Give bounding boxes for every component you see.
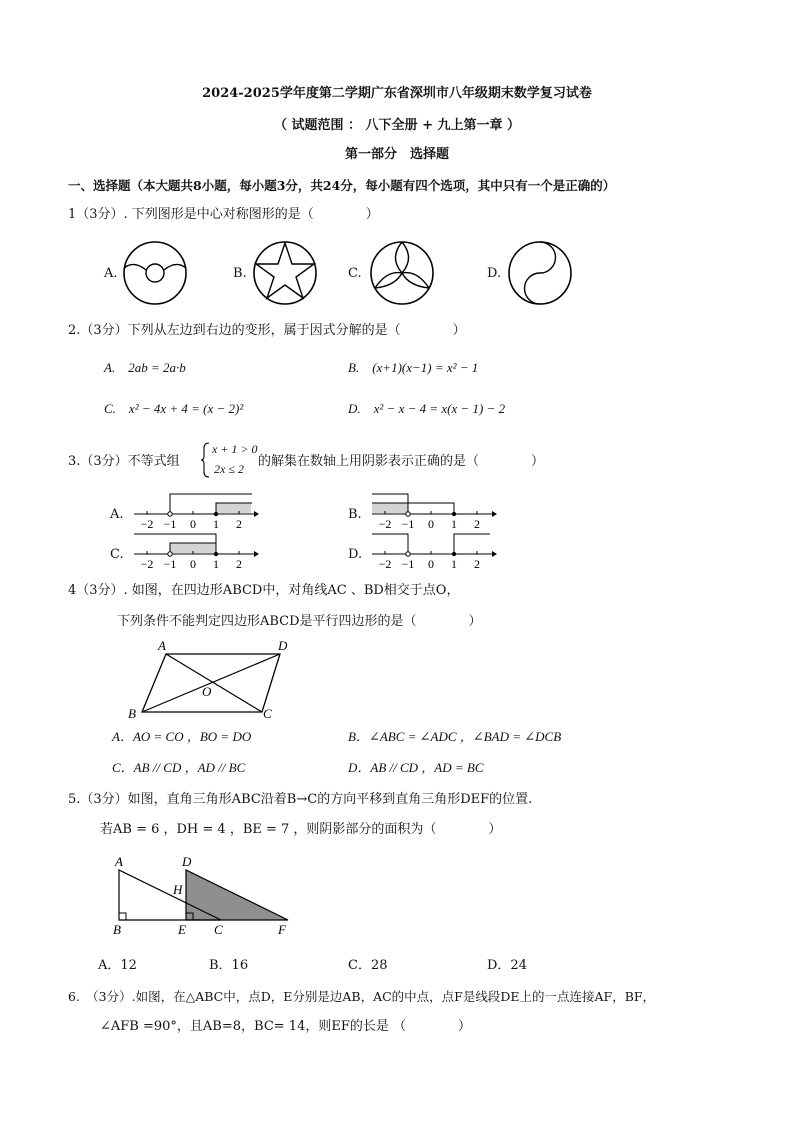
q3-option-a-label: A. bbox=[110, 507, 124, 522]
tick-label: 1 bbox=[213, 557, 219, 571]
q1-option-d-label: D. bbox=[487, 266, 502, 281]
q4-option-d: D．AB // CD ，AD = BC bbox=[348, 760, 484, 775]
q3-stem-b: 的解集在数轴上用阴影表示正确的是（ ） bbox=[258, 454, 545, 469]
label-c: C bbox=[263, 706, 272, 721]
label-e: E bbox=[178, 922, 186, 937]
q1-option-c-label: C. bbox=[348, 266, 362, 281]
q1-figure-a bbox=[122, 240, 188, 306]
q1-figure-b bbox=[252, 240, 318, 306]
q4-stem-2: 下列条件不能判定四边形ABCD是平行四边形的是（ ） bbox=[117, 614, 482, 629]
q3-numberline-d bbox=[368, 530, 498, 572]
q1-figure-d bbox=[507, 240, 573, 306]
q3-numberline-c bbox=[130, 530, 260, 572]
tick-label: 0 bbox=[428, 557, 434, 571]
label-d: D bbox=[278, 638, 288, 653]
label-a: A bbox=[158, 638, 166, 653]
tick-label: 0 bbox=[428, 517, 434, 531]
label-f: F bbox=[278, 922, 286, 937]
tick-label: 0 bbox=[190, 557, 196, 571]
scope-line: （ 试题范围 ： 八下全册 + 九上第一章 ） bbox=[273, 118, 521, 133]
q3-numberline-a bbox=[130, 490, 260, 532]
q2-option-c: C. x² − 4x + 4 = (x − 2)² bbox=[104, 401, 244, 416]
tick-label: −2 bbox=[140, 517, 154, 531]
label-o: O bbox=[202, 684, 212, 699]
q3-option-d-label: D. bbox=[348, 547, 363, 562]
q5-triangles-figure bbox=[110, 852, 300, 938]
tick-label: 0 bbox=[190, 517, 196, 531]
q5-option-a: A．12 bbox=[98, 958, 137, 973]
tick-label: 2 bbox=[474, 517, 480, 531]
tick-label: −1 bbox=[163, 557, 177, 571]
q1-option-a-label: A. bbox=[104, 266, 118, 281]
tick-label: 2 bbox=[474, 557, 480, 571]
q3-numberline-b bbox=[368, 490, 498, 532]
part-heading: 第一部分 选择题 bbox=[344, 147, 449, 162]
q3-brace bbox=[200, 442, 210, 478]
tick-label: 2 bbox=[236, 557, 242, 571]
q2-option-d: D. x² − x − 4 = x(x − 1) − 2 bbox=[348, 401, 506, 416]
label-b: B bbox=[113, 922, 121, 937]
q2-option-b: B. (x+1)(x−1) = x² − 1 bbox=[348, 360, 479, 375]
page-title: 2024-2025学年度第二学期广东省深圳市八年级期末数学复习试卷 bbox=[202, 86, 592, 101]
tick-label: −1 bbox=[163, 517, 177, 531]
q5-stem-2: 若AB = 6 ，DH = 4 ，BE = 7 ，则阴影部分的面积为（ ） bbox=[100, 822, 502, 837]
label-c: C bbox=[214, 922, 223, 937]
label-b: B bbox=[128, 706, 136, 721]
tick-label: 1 bbox=[451, 557, 457, 571]
tick-label: −2 bbox=[140, 557, 154, 571]
tick-label: −1 bbox=[401, 517, 415, 531]
tick-label: 1 bbox=[451, 517, 457, 531]
q1-stem: 1（3分）. 下列图形是中心对称图形的是（ ） bbox=[68, 207, 379, 222]
q5-stem: 5.（3分）如图，直角三角形ABC沿着B→C的方向平移到直角三角形DEF的位置. bbox=[68, 792, 533, 807]
label-h: H bbox=[173, 882, 183, 897]
q3-system-line-2: 2x ≤ 2 bbox=[214, 462, 244, 476]
q4-option-b: B．∠ABC = ∠ADC ，∠BAD = ∠DCB bbox=[348, 729, 562, 744]
tick-label: −2 bbox=[378, 517, 392, 531]
q5-option-c: C．28 bbox=[348, 958, 388, 973]
q4-option-c: C．AB // CD ，AD // BC bbox=[112, 760, 246, 775]
tick-label: 1 bbox=[213, 517, 219, 531]
q1-figure-c bbox=[369, 240, 435, 306]
tick-label: −1 bbox=[401, 557, 415, 571]
tick-label: 2 bbox=[236, 517, 242, 531]
q5-option-b: B．16 bbox=[209, 958, 249, 973]
q5-option-d: D．24 bbox=[487, 958, 527, 973]
q1-option-b-label: B. bbox=[233, 266, 247, 281]
tick-label: −2 bbox=[378, 557, 392, 571]
q3-stem-a: 3.（3分）不等式组 bbox=[68, 454, 180, 469]
q4-option-a: A．AO = CO ，BO = DO bbox=[112, 729, 252, 744]
q6-stem-2: ∠AFB =90°，且AB=8，BC= 14，则EF的长是 （ ） bbox=[100, 1019, 471, 1034]
q6-stem: 6. （3分）.如图，在△ABC中，点D，E分别是边AB，AC的中点，点F是线段DE上的一点连接AF，BF， bbox=[68, 989, 656, 1004]
q2-stem: 2.（3分）下列从左边到右边的变形，属于因式分解的是（ ） bbox=[68, 323, 466, 338]
q4-parallelogram-figure bbox=[126, 636, 298, 720]
label-d: D bbox=[182, 854, 192, 869]
label-a: A bbox=[115, 854, 123, 869]
q4-stem: 4（3分）. 如图，在四边形ABCD中，对角线AC 、BD相交于点O， bbox=[68, 583, 460, 598]
section-heading: 一、选择题（本大题共8小题，每小题3分，共24分，每小题有四个选项，其中只有一个是正确的） bbox=[68, 178, 616, 193]
q2-option-a: A. 2ab = 2a·b bbox=[104, 360, 186, 375]
q3-system-line-1: x + 1 > 0 bbox=[212, 442, 258, 456]
q3-option-b-label: B. bbox=[348, 507, 362, 522]
q3-option-c-label: C. bbox=[110, 547, 124, 562]
